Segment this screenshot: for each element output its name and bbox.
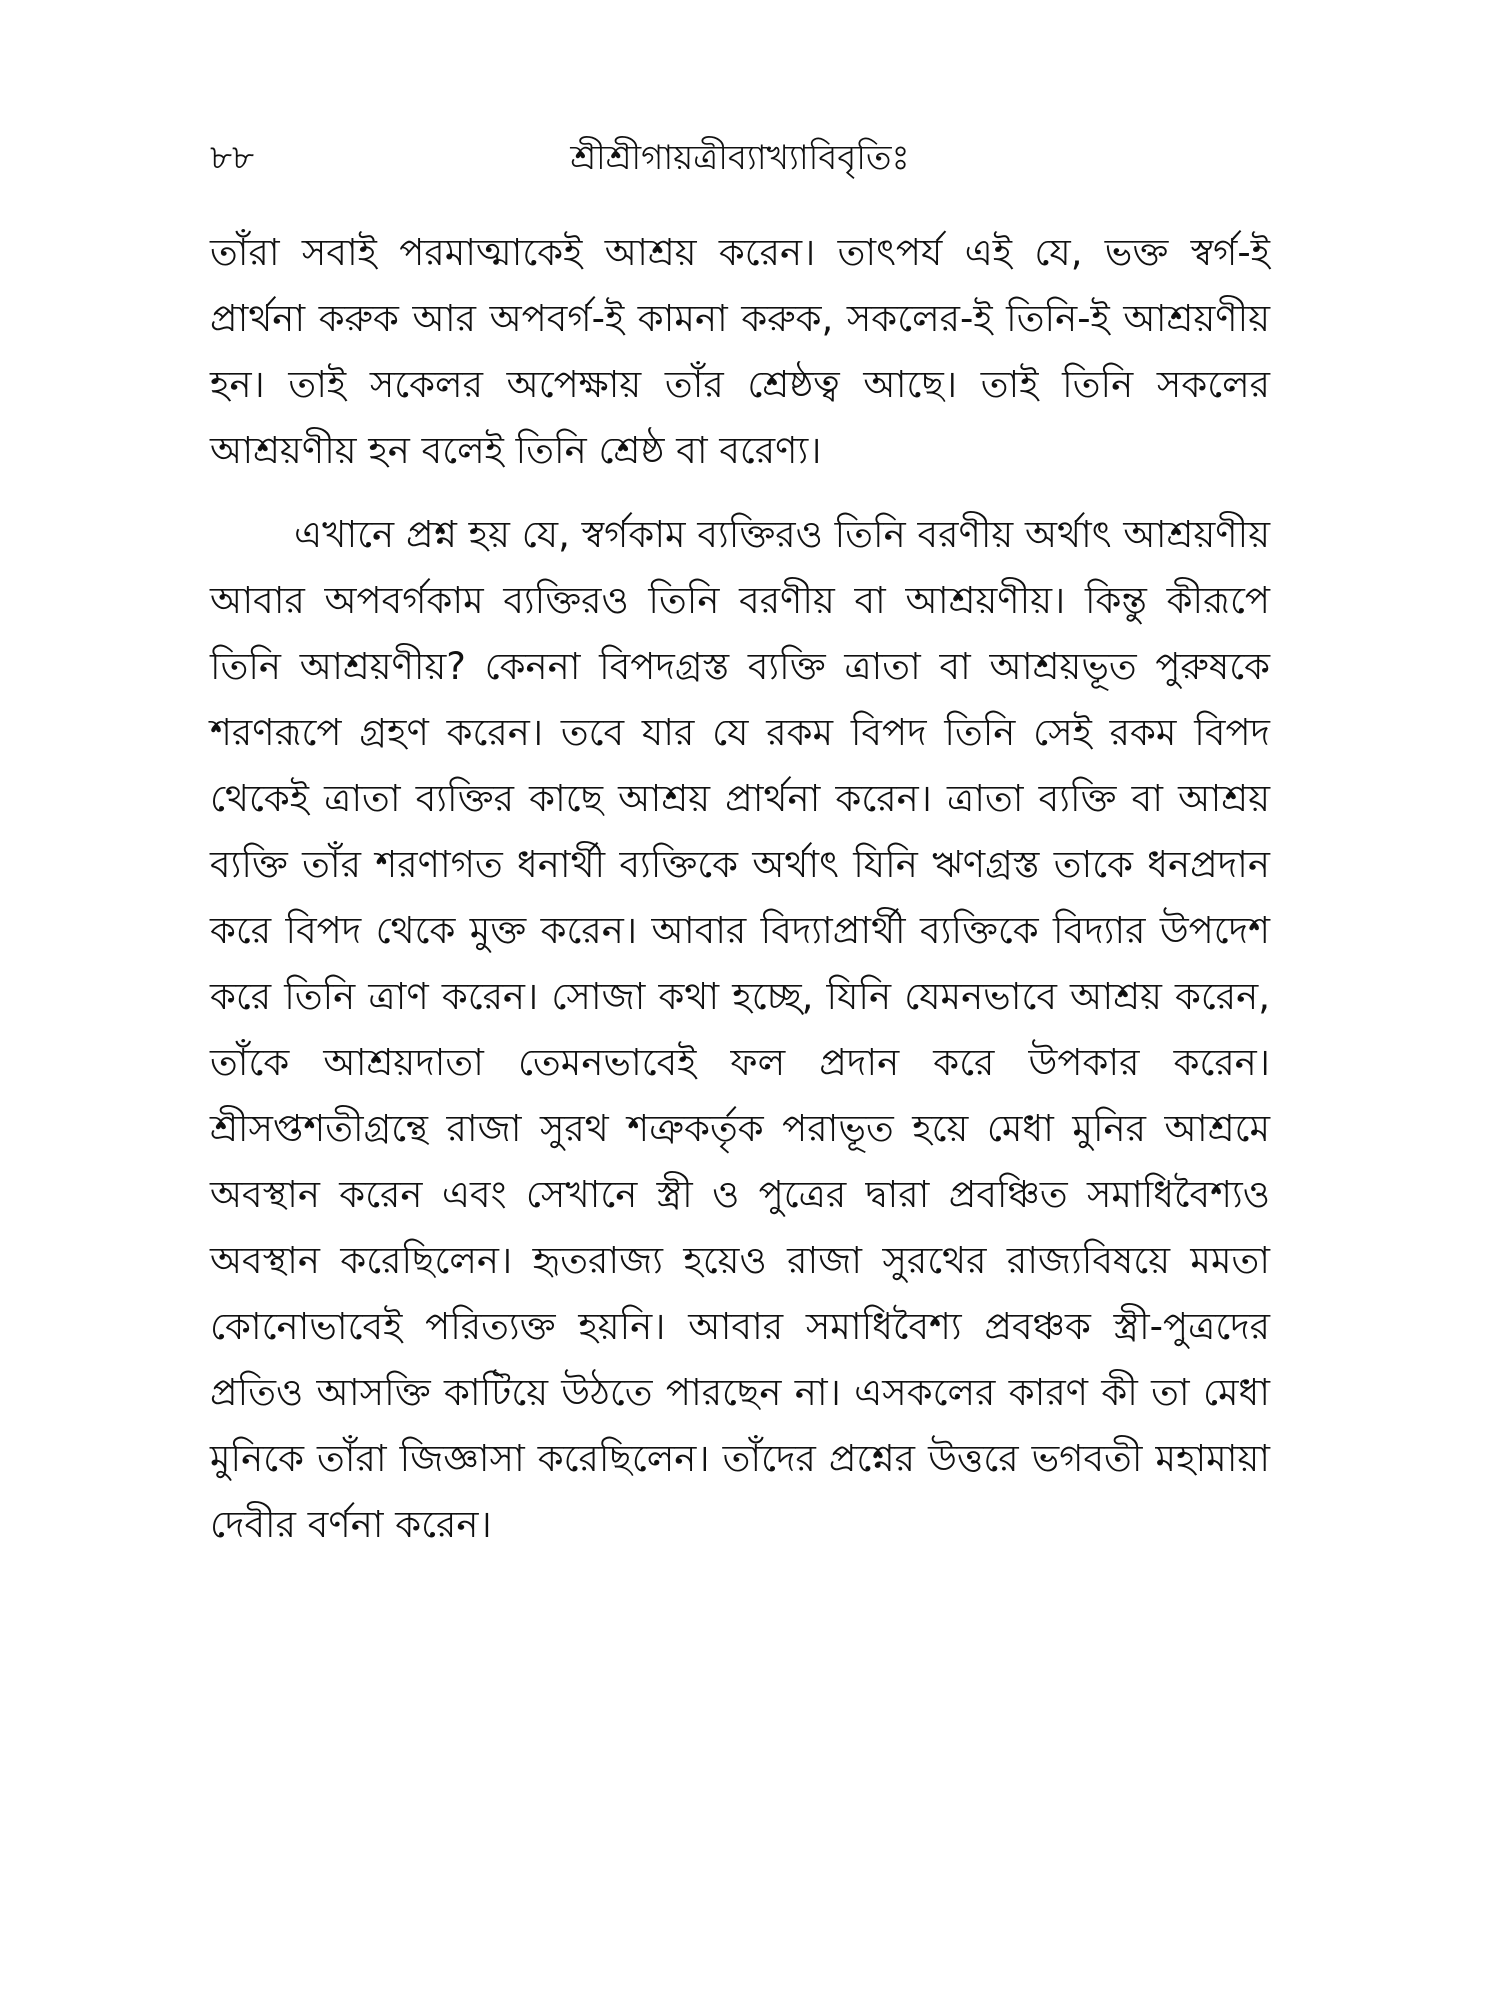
page-number: ৮৮ [210, 138, 255, 178]
paragraph-2: এখানে প্রশ্ন হয় যে, স্বর্গকাম ব্যক্তিরও তিনি বরণীয় অর্থাৎ আশ্রয়ণীয় আবার অপবর্গকাম ব্যক্তিরও তিনি বরণীয় বা আশ্রয়ণীয়। কিন্তু কীরূপে তিনি আশ্রয়ণীয়? কেননা বিপদগ্রস্ত ব্যক্তি ত্রাতা বা আশ্রয়ভূত পুরুষকে শরণরূপে গ্রহণ করেন। তবে যার যে রকম বিপদ তিনি সেই রকম বিপদ থেকেই ত্রাতা ব্যক্তির কাছে আশ্রয় প্রার্থনা করেন। ত্রাতা ব্যক্তি বা আশ্রয় ব্যক্তি তাঁর শরণাগত ধনার্থী ব্যক্তিকে অর্থাৎ যিনি ঋণগ্রস্ত তাকে ধনপ্রদান করে বিপদ থেকে মুক্ত করেন। আবার বিদ্যাপ্রার্থী ব্যক্তিকে বিদ্যার উপদেশ করে তিনি ত্রাণ করেন। সোজা কথা হচ্ছে, যিনি যেমনভাবে আশ্রয় করেন, তাঁকে আশ্রয়দাতা তেমনভাবেই ফল প্রদান করে উপকার করেন। শ্রীসপ্তশতীগ্রন্থে রাজা সুরথ শত্রুকর্তৃক পরাভূত হয়ে মেধা মুনির আশ্রমে অবস্থান করেন এবং সেখানে স্ত্রী ও পুত্রের দ্বারা প্রবঞ্চিত সমাধিবৈশ্যও অবস্থান করেছিলেন। হৃতরাজ্য হয়েও রাজা সুরথের রাজ্যবিষয়ে মমতা কোনোভাবেই পরিত্যক্ত হয়নি। আবার সমাধিবৈশ্য প্রবঞ্চক স্ত্রী-পুত্রদের প্রতিও আসক্তি কাটিয়ে উঠতে পারছেন না। এসকলের কারণ কী তা মেধা মুনিকে তাঁরা জিজ্ঞাসা করেছিলেন। তাঁদের প্রশ্নের উত্তরে ভগবতী মহামায়া দেবীর বর্ণনা করেন। [210, 513, 1270, 1546]
book-title: শ্রীশ্রীগায়ত্রীব্যাখ্যাবিবৃতিঃ [570, 138, 910, 178]
paragraph-1: তাঁরা সবাই পরমাত্মাকেই আশ্রয় করেন। তাৎপর্য এই যে, ভক্ত স্বর্গ-ই প্রার্থনা করুক আর অপবর্গ-ই কামনা করুক, সকলের-ই তিনি-ই আশ্রয়ণীয় হন। তাই সকেলর অপেক্ষায় তাঁর শ্রেষ্ঠত্ব আছে। তাই তিনি সকলের আশ্রয়ণীয় হন বলেই তিনি শ্রেষ্ঠ বা বরেণ্য। [210, 231, 1270, 472]
running-header [210, 128, 1270, 188]
body-text [210, 220, 1270, 1558]
